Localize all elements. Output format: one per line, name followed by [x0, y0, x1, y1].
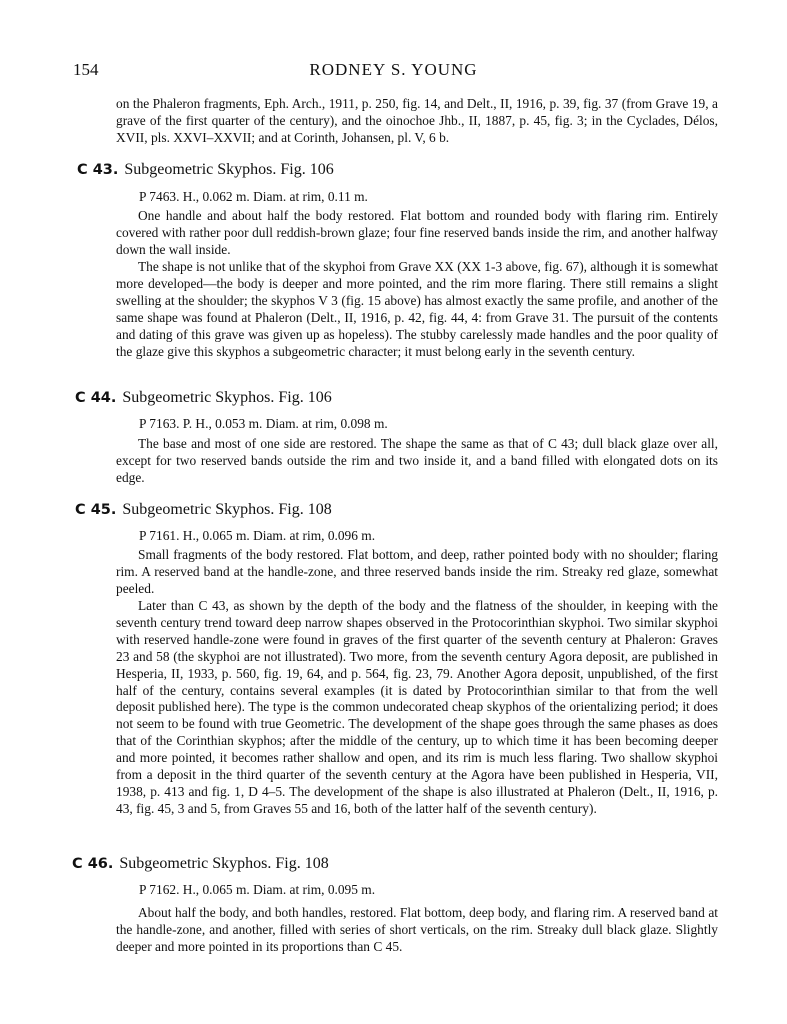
intro-paragraph: on the Phaleron fragments, Eph. Arch., 1911, p. 250, fig. 14, and Delt., II, 1916, p. 39, fig. 37 (from Grave 19, a grave of the first quarter of the century), and the oinochoe Jhb., II, 1887, p. 45, fig. 3; in the Cyclades, Délos, XVII, pls. XXVI–XXVII; and at Corinth, Johansen, pl. V, 6 b. — [116, 96, 718, 145]
entry-meta: P 7463. H., 0.062 m. Diam. at rim, 0.11 m. — [139, 189, 368, 204]
entry-paragraph: The base and most of one side are restored. The shape the same as that of C 43; dull black glaze over all, except for two reserved bands outside the rim and two inside it, and a band filled with elongated dots on its edge. — [116, 436, 718, 485]
entry-number: C 44. — [75, 390, 117, 406]
entry-heading — [75, 390, 332, 407]
entry-title: Subgeometric Skyphos. Fig. 106 — [124, 161, 334, 178]
entry-paragraph: One handle and about half the body restored. Flat bottom and rounded body with flaring rim. Entirely covered with rather poor dull reddish-brown glaze; four fine reserved bands inside the rim, and another halfway down the wall inside. — [116, 208, 718, 257]
entry-heading — [77, 162, 334, 179]
running-title: RODNEY S. YOUNG — [309, 60, 478, 79]
entry-meta: P 7161. H., 0.065 m. Diam. at rim, 0.096 m. — [139, 528, 376, 543]
entry-title: Subgeometric Skyphos. Fig. 106 — [122, 389, 332, 406]
entry-title: Subgeometric Skyphos. Fig. 108 — [119, 855, 329, 872]
entry-title: Subgeometric Skyphos. Fig. 108 — [122, 501, 332, 518]
entry-heading — [75, 502, 332, 519]
entry-paragraph: Later than C 43, as shown by the depth of the body and the flatness of the shoulder, in keeping with the seventh century trend toward deep narrow shapes observed in the Protocorinthian skyphoi. Two similar skyphoi with reserved handle-zone were found in graves of the first quarter of the seventh century at Phaleron: Graves 23 and 58 (the skyphoi are not illustrated). Two more, from the seventh century Agora deposit, are published in Hesperia, II, 1933, p. 560, fig. 19, 64, and p. 564, fig. 23, 79. Another Agora deposit, unpublished, of the first half of the century, contains several examples (it is dated by Protocorinthian similar to that from the well deposit published here). The type is the common undecorated cheap skyphos of the orientalizing period; it does not seem to be found with true Geometric. The development of the shape goes through the same phases as does that of the Corinthian skyphos; after the middle of the century, up to which time it has been becoming deeper and more pointed, it becomes rather shallow and open, and its rim is much less flaring. Two shallow skyphoi from a deposit in the third quarter of the seventh century at the Agora have been published in Hesperia, VII, 1938, p. 413 and fig. 1, D 4–5. The development of the shape is also illustrated at Phaleron (Delt., II, 1916, p. 43, fig. 45, 3 and 5, from Graves 55 and 16, both of the latter half of the seventh century). — [116, 598, 718, 816]
entry-paragraph: The shape is not unlike that of the skyphoi from Grave XX (XX 1-3 above, fig. 67), although it is somewhat more developed—the body is deeper and more pointed, and the rim more flaring. There still remains a slight swelling at the shoulder; the skyphos V 3 (fig. 15 above) has almost exactly the same profile, and another of the same shape was found at Phaleron (Delt., II, 1916, p. 42, fig. 44, 4: from Grave 31. The pursuit of the contents and dating of this grave was given up as hopeless). The stubby carelessly made handles and the poor quality of the glaze give this skyphos a subgeometric character; it must belong early in the seventh century. — [116, 259, 718, 359]
entry-meta: P 7162. H., 0.065 m. Diam. at rim, 0.095 m. — [139, 882, 376, 897]
entry-number: C 43. — [77, 162, 119, 178]
entry-paragraph: About half the body, and both handles, restored. Flat bottom, deep body, and flaring rim. A reserved band at the handle-zone, and another, filled with series of short verticals, on the rim. Streaky dull black glaze. Slightly deeper and more pointed in its proportions than C 45. — [116, 905, 718, 954]
entry-heading — [72, 856, 329, 873]
page-number: 154 — [73, 60, 99, 79]
entry-number: C 45. — [75, 502, 117, 518]
entry-number: C 46. — [72, 856, 114, 872]
entry-meta: P 7163. P. H., 0.053 m. Diam. at rim, 0.098 m. — [139, 416, 388, 431]
entry-paragraph: Small fragments of the body restored. Flat bottom, and deep, rather pointed body with no shoulder; flaring rim. A reserved band at the handle-zone, and three reserved bands inside the rim. Streaky red glaze, somewhat peeled. — [116, 547, 718, 596]
